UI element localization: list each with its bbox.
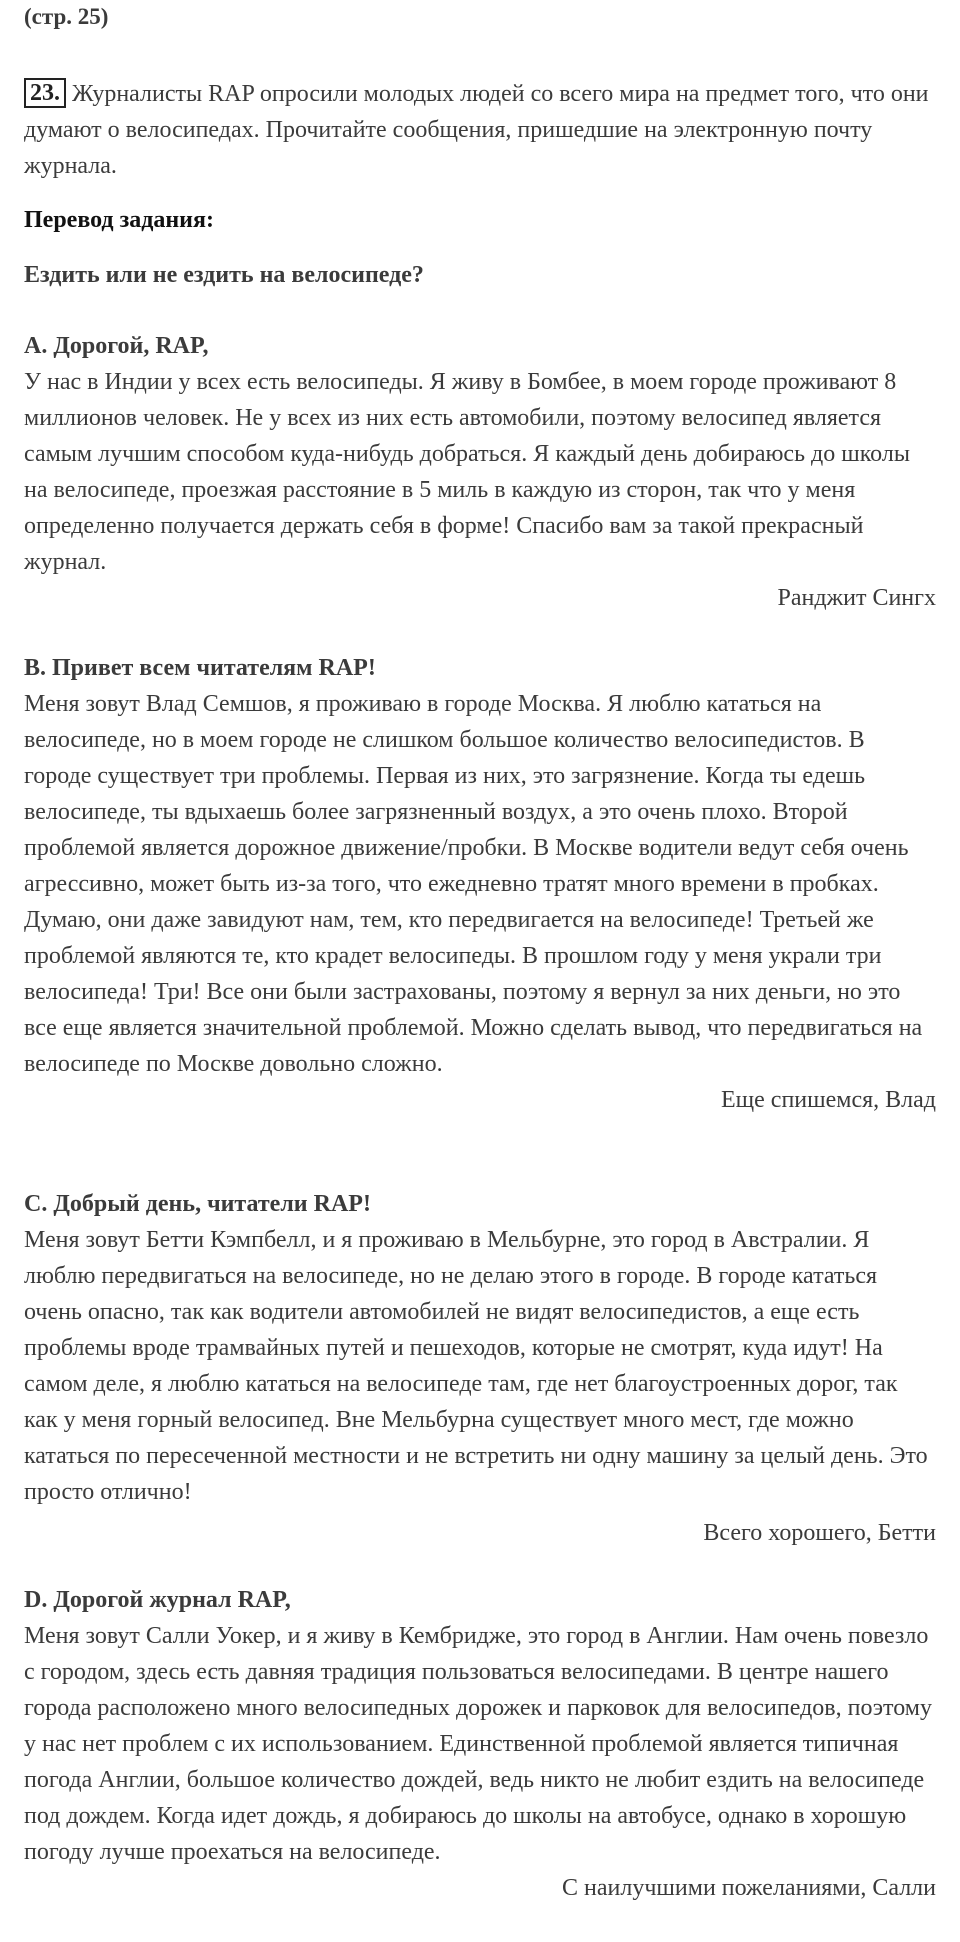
letter-signature: С наилучшими пожеланиями, Салли (562, 1875, 936, 1901)
question-heading: Ездить или не ездить на велосипеде? (24, 262, 424, 288)
letter-body: Меня зовут Салли Уокер, и я живу в Кембридже, это город в Англии. Нам очень повезло с городом, здесь есть давняя традиция пользоваться велосипедами. В центре нашего города расположено много велосипедных дорожек и парковок для велосипедов, поэтому у нас нет проблем с их использованием. Единственной проблемой является типичная погода Англии, большое количество дождей, ведь никто не любит ездить на велосипеде под дождем. Когда идет дождь, я добираюсь до школы на автобусе, однако в хорошую погоду лучше проехаться на велосипеде. (24, 1623, 932, 1865)
letter-a (24, 328, 936, 616)
letter-body: Меня зовут Влад Семшов, я проживаю в городе Москва. Я люблю кататься на велосипеде, но в моем городе не слишком большое количество велосипедистов. В городе существует три проблемы. Первая из них, это загрязнение. Когда ты едешь велосипеде, ты вдыхаешь более загрязненный воздух, а это очень плохо. Второй проблемой является дорожное движение/пробки. В Москве водители ведут себя очень агрессивно, может быть из-за того, что ежедневно тратят много времени в пробках. Думаю, они даже завидуют нам, тем, кто передвигается на велосипеде! Третьей же проблемой являются те, кто крадет велосипеды. В прошлом году у меня украли три велосипеда! Три! Все они были застрахованы, поэтому я вернул за них деньги, но это все еще является значительной проблемой. Можно сделать вывод, что передвигаться на велосипеде по Москве довольно сложно. (24, 691, 923, 1077)
letter-body: У нас в Индии у всех есть велосипеды. Я живу в Бомбее, в моем городе проживают 8 миллионов человек. Не у всех из них есть автомобили, поэтому велосипед является самым лучшим способом куда-нибудь добраться. Я каждый день добираюсь до школы на велосипеде, проезжая расстояние в 5 миль в каждую из сторон, так что у меня определенно получается держать себя в форме! Спасибо вам за такой прекрасный журнал. (24, 369, 910, 575)
letter-greeting: A. Дорогой, RAP, (24, 333, 209, 359)
letter-signature: Всего хорошего, Бетти (703, 1520, 936, 1546)
letter-b (24, 650, 936, 1118)
letter-greeting: C. Добрый день, читатели RAP! (24, 1191, 371, 1217)
task-number: 23. (24, 78, 66, 108)
task-paragraph (24, 76, 936, 184)
page-reference: (стр. 25) (24, 4, 109, 29)
letter-greeting: D. Дорогой журнал RAP, (24, 1587, 291, 1613)
letter-body: Меня зовут Бетти Кэмпбелл, и я проживаю в Мельбурне, это город в Австралии. Я люблю передвигаться на велосипеде, но не делаю этого в городе. В городе кататься очень опасно, так как водители автомобилей не видят велосипедистов, а еще есть проблемы вроде трамвайных путей и пешеходов, которые не смотрят, куда идут! На самом деле, я люблю кататься на велосипеде там, где нет благоустроенных дорог, так как у меня горный велосипед. Вне Мельбурна существует много мест, где можно кататься по пересеченной местности и не встретить ни одну машину за целый день. Это просто отлично! (24, 1227, 928, 1505)
letter-d (24, 1582, 936, 1906)
letter-c (24, 1186, 936, 1551)
task-text: Журналисты RAP опросили молодых людей со всего мира на предмет того, что они думают о велосипедах. Прочитайте сообщения, пришедшие на электронную почту журнала. (24, 81, 929, 179)
letter-greeting: B. Привет всем читателям RAP! (24, 655, 376, 681)
letter-signature: Еще спишемся, Влад (721, 1087, 936, 1113)
letter-signature: Ранджит Сингх (777, 585, 936, 611)
translation-heading: Перевод задания: (24, 207, 214, 233)
